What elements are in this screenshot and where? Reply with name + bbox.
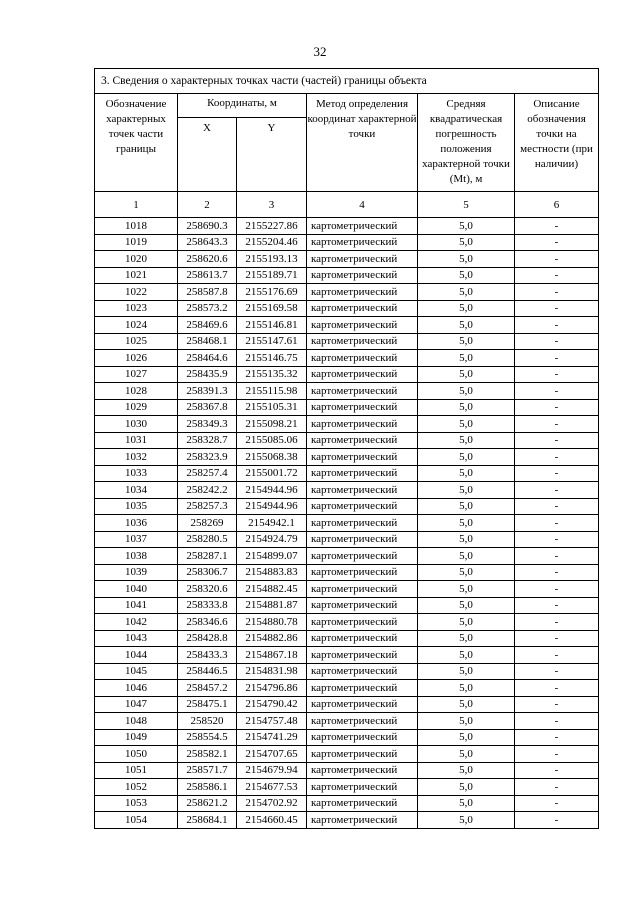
x-coordinate-cell: 258391.3 (178, 383, 237, 400)
y-coordinate-cell: 2155146.75 (237, 350, 307, 367)
method-cell: картометрический (307, 762, 418, 779)
table-row (95, 432, 599, 449)
y-coordinate-cell: 2155176.69 (237, 284, 307, 301)
y-coordinate-cell: 2154880.78 (237, 614, 307, 631)
error-cell: 5,0 (418, 317, 515, 334)
y-coordinate-cell: 2155193.13 (237, 251, 307, 268)
point-id-cell: 1037 (95, 531, 178, 548)
x-coordinate-cell: 258464.6 (178, 350, 237, 367)
x-coordinate-cell: 258582.1 (178, 746, 237, 763)
description-cell: - (515, 251, 599, 268)
x-coordinate-cell: 258349.3 (178, 416, 237, 433)
method-cell: картометрический (307, 449, 418, 466)
x-coordinate-cell: 258620.6 (178, 251, 237, 268)
table-row (95, 399, 599, 416)
method-cell: картометрический (307, 680, 418, 697)
table-row (95, 218, 599, 235)
error-cell: 5,0 (418, 284, 515, 301)
table-row (95, 663, 599, 680)
point-id-cell: 1049 (95, 729, 178, 746)
point-id-cell: 1036 (95, 515, 178, 532)
y-coordinate-cell: 2155169.58 (237, 300, 307, 317)
table-row (95, 482, 599, 499)
error-cell: 5,0 (418, 779, 515, 796)
y-coordinate-cell: 2154790.42 (237, 696, 307, 713)
table-row (95, 713, 599, 730)
point-id-cell: 1047 (95, 696, 178, 713)
description-cell: - (515, 696, 599, 713)
point-id-cell: 1030 (95, 416, 178, 433)
point-id-cell: 1029 (95, 399, 178, 416)
y-coordinate-cell: 2155135.32 (237, 366, 307, 383)
point-id-cell: 1023 (95, 300, 178, 317)
y-coordinate-cell: 2154702.92 (237, 795, 307, 812)
point-id-cell: 1035 (95, 498, 178, 515)
description-cell: - (515, 482, 599, 499)
table-row (95, 729, 599, 746)
method-cell: картометрический (307, 812, 418, 829)
method-cell: картометрический (307, 333, 418, 350)
table-row (95, 597, 599, 614)
y-coordinate-cell: 2154883.83 (237, 564, 307, 581)
y-coordinate-cell: 2155085.06 (237, 432, 307, 449)
error-cell: 5,0 (418, 812, 515, 829)
error-cell: 5,0 (418, 251, 515, 268)
point-id-cell: 1046 (95, 680, 178, 697)
method-cell: картометрический (307, 465, 418, 482)
y-coordinate-cell: 2155147.61 (237, 333, 307, 350)
column-number: 6 (515, 192, 599, 218)
y-coordinate-cell: 2154944.96 (237, 482, 307, 499)
description-cell: - (515, 234, 599, 251)
point-id-cell: 1045 (95, 663, 178, 680)
point-id-cell: 1026 (95, 350, 178, 367)
x-coordinate-cell: 258257.4 (178, 465, 237, 482)
point-id-cell: 1034 (95, 482, 178, 499)
method-cell: картометрический (307, 696, 418, 713)
y-coordinate-cell: 2154831.98 (237, 663, 307, 680)
x-coordinate-cell: 258520 (178, 713, 237, 730)
point-id-cell: 1038 (95, 548, 178, 565)
table-row (95, 383, 599, 400)
method-cell: картометрический (307, 284, 418, 301)
x-coordinate-cell: 258306.7 (178, 564, 237, 581)
x-coordinate-cell: 258257.3 (178, 498, 237, 515)
method-cell: картометрический (307, 581, 418, 598)
x-coordinate-cell: 258287.1 (178, 548, 237, 565)
error-cell: 5,0 (418, 515, 515, 532)
x-coordinate-cell: 258367.8 (178, 399, 237, 416)
x-coordinate-cell: 258573.2 (178, 300, 237, 317)
method-cell: картометрический (307, 564, 418, 581)
x-coordinate-cell: 258428.8 (178, 630, 237, 647)
table-row (95, 317, 599, 334)
description-cell: - (515, 564, 599, 581)
error-cell: 5,0 (418, 350, 515, 367)
table-row (95, 746, 599, 763)
table-row (95, 762, 599, 779)
method-cell: картометрический (307, 597, 418, 614)
method-cell: картометрический (307, 350, 418, 367)
x-coordinate-cell: 258435.9 (178, 366, 237, 383)
description-cell: - (515, 663, 599, 680)
description-cell: - (515, 218, 599, 235)
x-coordinate-cell: 258323.9 (178, 449, 237, 466)
description-cell: - (515, 399, 599, 416)
x-coordinate-cell: 258333.8 (178, 597, 237, 614)
error-cell: 5,0 (418, 647, 515, 664)
column-number: 4 (307, 192, 418, 218)
method-cell: картометрический (307, 218, 418, 235)
description-cell: - (515, 812, 599, 829)
method-cell: картометрический (307, 251, 418, 268)
description-cell: - (515, 614, 599, 631)
y-coordinate-cell: 2155115.98 (237, 383, 307, 400)
error-cell: 5,0 (418, 333, 515, 350)
error-cell: 5,0 (418, 614, 515, 631)
table-row (95, 779, 599, 796)
error-cell: 5,0 (418, 432, 515, 449)
x-coordinate-cell: 258684.1 (178, 812, 237, 829)
method-cell: картометрический (307, 746, 418, 763)
table-row (95, 630, 599, 647)
point-id-cell: 1027 (95, 366, 178, 383)
description-cell: - (515, 465, 599, 482)
y-coordinate-cell: 2154944.96 (237, 498, 307, 515)
x-coordinate-cell: 258469.6 (178, 317, 237, 334)
method-cell: картометрический (307, 630, 418, 647)
description-cell: - (515, 300, 599, 317)
error-cell: 5,0 (418, 564, 515, 581)
table-row (95, 795, 599, 812)
method-cell: картометрический (307, 416, 418, 433)
error-cell: 5,0 (418, 729, 515, 746)
error-cell: 5,0 (418, 416, 515, 433)
point-id-cell: 1048 (95, 713, 178, 730)
description-cell: - (515, 581, 599, 598)
error-cell: 5,0 (418, 383, 515, 400)
y-coordinate-cell: 2155204.46 (237, 234, 307, 251)
table-row (95, 647, 599, 664)
method-cell: картометрический (307, 663, 418, 680)
table-row (95, 564, 599, 581)
point-id-cell: 1033 (95, 465, 178, 482)
description-cell: - (515, 795, 599, 812)
description-cell: - (515, 647, 599, 664)
description-cell: - (515, 548, 599, 565)
section-title: 3. Сведения о характерных точках части (частей) границы объекта (95, 69, 599, 94)
method-cell: картометрический (307, 267, 418, 284)
y-coordinate-cell: 2155189.71 (237, 267, 307, 284)
x-coordinate-cell: 258468.1 (178, 333, 237, 350)
table-row (95, 300, 599, 317)
description-cell: - (515, 267, 599, 284)
point-id-cell: 1020 (95, 251, 178, 268)
error-cell: 5,0 (418, 630, 515, 647)
header-x: X (178, 118, 237, 192)
point-id-cell: 1028 (95, 383, 178, 400)
table-row (95, 251, 599, 268)
point-id-cell: 1052 (95, 779, 178, 796)
description-cell: - (515, 449, 599, 466)
point-id-cell: 1039 (95, 564, 178, 581)
y-coordinate-cell: 2154677.53 (237, 779, 307, 796)
error-cell: 5,0 (418, 581, 515, 598)
point-id-cell: 1019 (95, 234, 178, 251)
header-error: Средняя квадратическая погрешность положения характерной точки (Mt), м (418, 94, 515, 192)
y-coordinate-cell: 2155001.72 (237, 465, 307, 482)
point-id-cell: 1050 (95, 746, 178, 763)
error-cell: 5,0 (418, 498, 515, 515)
point-id-cell: 1022 (95, 284, 178, 301)
x-coordinate-cell: 258643.3 (178, 234, 237, 251)
y-coordinate-cell: 2154924.79 (237, 531, 307, 548)
column-number: 1 (95, 192, 178, 218)
y-coordinate-cell: 2154867.18 (237, 647, 307, 664)
error-cell: 5,0 (418, 449, 515, 466)
description-cell: - (515, 333, 599, 350)
y-coordinate-cell: 2154882.86 (237, 630, 307, 647)
error-cell: 5,0 (418, 663, 515, 680)
method-cell: картометрический (307, 482, 418, 499)
table-row (95, 234, 599, 251)
page-number: 32 (313, 44, 327, 59)
error-cell: 5,0 (418, 597, 515, 614)
y-coordinate-cell: 2155227.86 (237, 218, 307, 235)
description-cell: - (515, 729, 599, 746)
table-row (95, 350, 599, 367)
description-cell: - (515, 779, 599, 796)
error-cell: 5,0 (418, 696, 515, 713)
column-number: 2 (178, 192, 237, 218)
error-cell: 5,0 (418, 762, 515, 779)
error-cell: 5,0 (418, 548, 515, 565)
header-designation: Обозначение характерных точек части границы (95, 94, 178, 192)
error-cell: 5,0 (418, 267, 515, 284)
point-id-cell: 1018 (95, 218, 178, 235)
table-row (95, 416, 599, 433)
description-cell: - (515, 432, 599, 449)
table-row (95, 812, 599, 829)
x-coordinate-cell: 258475.1 (178, 696, 237, 713)
point-id-cell: 1021 (95, 267, 178, 284)
description-cell: - (515, 366, 599, 383)
error-cell: 5,0 (418, 713, 515, 730)
point-id-cell: 1054 (95, 812, 178, 829)
error-cell: 5,0 (418, 795, 515, 812)
point-id-cell: 1042 (95, 614, 178, 631)
method-cell: картометрический (307, 795, 418, 812)
method-cell: картометрический (307, 234, 418, 251)
y-coordinate-cell: 2155068.38 (237, 449, 307, 466)
header-coordinates: Координаты, м (178, 94, 307, 118)
table-row (95, 515, 599, 532)
error-cell: 5,0 (418, 531, 515, 548)
x-coordinate-cell: 258554.5 (178, 729, 237, 746)
table-row (95, 614, 599, 631)
x-coordinate-cell: 258433.3 (178, 647, 237, 664)
error-cell: 5,0 (418, 218, 515, 235)
method-cell: картометрический (307, 515, 418, 532)
description-cell: - (515, 746, 599, 763)
header-y: Y (237, 118, 307, 192)
error-cell: 5,0 (418, 465, 515, 482)
table-row (95, 267, 599, 284)
error-cell: 5,0 (418, 366, 515, 383)
table-row (95, 531, 599, 548)
y-coordinate-cell: 2154796.86 (237, 680, 307, 697)
table-row (95, 449, 599, 466)
method-cell: картометрический (307, 713, 418, 730)
point-id-cell: 1051 (95, 762, 178, 779)
method-cell: картометрический (307, 383, 418, 400)
y-coordinate-cell: 2155105.31 (237, 399, 307, 416)
point-id-cell: 1053 (95, 795, 178, 812)
table-row (95, 333, 599, 350)
x-coordinate-cell: 258457.2 (178, 680, 237, 697)
point-id-cell: 1031 (95, 432, 178, 449)
x-coordinate-cell: 258320.6 (178, 581, 237, 598)
error-cell: 5,0 (418, 482, 515, 499)
point-id-cell: 1032 (95, 449, 178, 466)
description-cell: - (515, 713, 599, 730)
x-coordinate-cell: 258613.7 (178, 267, 237, 284)
x-coordinate-cell: 258587.8 (178, 284, 237, 301)
x-coordinate-cell: 258690.3 (178, 218, 237, 235)
description-cell: - (515, 515, 599, 532)
description-cell: - (515, 317, 599, 334)
method-cell: картометрический (307, 531, 418, 548)
x-coordinate-cell: 258269 (178, 515, 237, 532)
description-cell: - (515, 531, 599, 548)
method-cell: картометрический (307, 647, 418, 664)
column-number: 3 (237, 192, 307, 218)
table-row (95, 548, 599, 565)
point-id-cell: 1025 (95, 333, 178, 350)
y-coordinate-cell: 2154679.94 (237, 762, 307, 779)
y-coordinate-cell: 2154757.48 (237, 713, 307, 730)
method-cell: картометрический (307, 498, 418, 515)
error-cell: 5,0 (418, 680, 515, 697)
y-coordinate-cell: 2154707.65 (237, 746, 307, 763)
y-coordinate-cell: 2154881.87 (237, 597, 307, 614)
method-cell: картометрический (307, 300, 418, 317)
table-row (95, 465, 599, 482)
y-coordinate-cell: 2154741.29 (237, 729, 307, 746)
column-number-row (95, 192, 599, 218)
error-cell: 5,0 (418, 300, 515, 317)
method-cell: картометрический (307, 317, 418, 334)
description-cell: - (515, 383, 599, 400)
x-coordinate-cell: 258586.1 (178, 779, 237, 796)
description-cell: - (515, 284, 599, 301)
point-id-cell: 1040 (95, 581, 178, 598)
table-row (95, 581, 599, 598)
header-method: Метод определения координат характерной точки (307, 94, 418, 192)
table-body (95, 218, 599, 829)
table-row (95, 696, 599, 713)
table-row (95, 284, 599, 301)
error-cell: 5,0 (418, 746, 515, 763)
method-cell: картометрический (307, 548, 418, 565)
method-cell: картометрический (307, 432, 418, 449)
point-id-cell: 1041 (95, 597, 178, 614)
x-coordinate-cell: 258328.7 (178, 432, 237, 449)
error-cell: 5,0 (418, 399, 515, 416)
column-number: 5 (418, 192, 515, 218)
x-coordinate-cell: 258571.7 (178, 762, 237, 779)
method-cell: картометрический (307, 366, 418, 383)
description-cell: - (515, 350, 599, 367)
table-row (95, 498, 599, 515)
x-coordinate-cell: 258621.2 (178, 795, 237, 812)
y-coordinate-cell: 2155146.81 (237, 317, 307, 334)
method-cell: картометрический (307, 779, 418, 796)
point-id-cell: 1044 (95, 647, 178, 664)
description-cell: - (515, 762, 599, 779)
x-coordinate-cell: 258446.5 (178, 663, 237, 680)
error-cell: 5,0 (418, 234, 515, 251)
description-cell: - (515, 597, 599, 614)
description-cell: - (515, 680, 599, 697)
method-cell: картометрический (307, 729, 418, 746)
boundary-points-table (94, 68, 599, 829)
x-coordinate-cell: 258242.2 (178, 482, 237, 499)
x-coordinate-cell: 258280.5 (178, 531, 237, 548)
header-description: Описание обозначения точки на местности (при наличии) (515, 94, 599, 192)
method-cell: картометрический (307, 399, 418, 416)
method-cell: картометрический (307, 614, 418, 631)
table-row (95, 366, 599, 383)
point-id-cell: 1024 (95, 317, 178, 334)
y-coordinate-cell: 2154942.1 (237, 515, 307, 532)
y-coordinate-cell: 2154899.07 (237, 548, 307, 565)
description-cell: - (515, 630, 599, 647)
y-coordinate-cell: 2155098.21 (237, 416, 307, 433)
y-coordinate-cell: 2154882.45 (237, 581, 307, 598)
description-cell: - (515, 498, 599, 515)
description-cell: - (515, 416, 599, 433)
point-id-cell: 1043 (95, 630, 178, 647)
x-coordinate-cell: 258346.6 (178, 614, 237, 631)
y-coordinate-cell: 2154660.45 (237, 812, 307, 829)
table-row (95, 680, 599, 697)
